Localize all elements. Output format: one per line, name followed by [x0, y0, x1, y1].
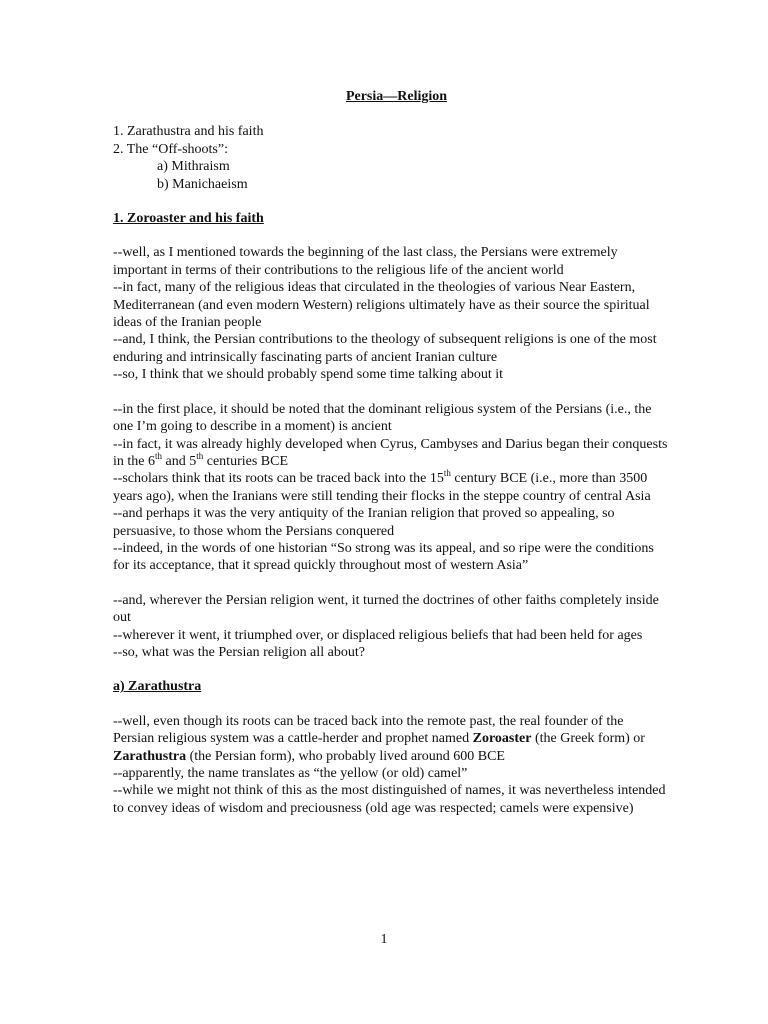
- outline-subitem-b: b) Manichaeism: [157, 176, 248, 192]
- outline: [113, 123, 668, 193]
- section-heading-zoroaster: 1. Zoroaster and his faith: [113, 211, 264, 227]
- superscript: th: [155, 450, 163, 461]
- text-run: --well, even though its roots can be traced back into the remote past, the real founder of the Persian religious system was a cattle-herder and prophet named: [113, 713, 624, 747]
- paragraph-antiquity: [113, 401, 668, 575]
- text-line: --so, I think that we should probably spend some time talking about it: [113, 367, 503, 383]
- superscript: th: [196, 450, 204, 461]
- paragraph-founder: [113, 713, 668, 817]
- paragraph-contributions: [113, 244, 668, 383]
- text-line: --and, wherever the Persian religion went, it turned the doctrines of other faiths completely inside out: [113, 592, 659, 626]
- text-line: --well, as I mentioned towards the beginning of the last class, the Persians were extremely important in terms of their contributions to the religious life of the ancient world: [113, 245, 618, 278]
- text-line: --so, what was the Persian religion all about?: [113, 644, 365, 660]
- text-line: --while we might not think of this as the most distinguished of names, it was nevertheless intended to convey ideas of wisdom and preciousness (old age was respected; camels were expensive): [113, 783, 666, 816]
- outline-item-2: 2. The “Off-shoots”:: [113, 141, 228, 157]
- text-run: century BCE (i.e., more than 3500 years ago), when the Iranians were still tending their flocks in the steppe country of central Asia: [113, 471, 651, 504]
- text-run: and 5: [162, 453, 197, 469]
- text-line: [113, 470, 668, 505]
- text-run: centuries BCE: [203, 453, 289, 469]
- bold-term: Zarathustra: [113, 748, 187, 764]
- paragraph-spread: [113, 592, 668, 662]
- bold-term: Zoroaster: [472, 731, 532, 747]
- text-line: --and, I think, the Persian contributions to the theology of subsequent religions is one of the most enduring and intrinsically fascinating parts of ancient Iranian culture: [113, 332, 657, 365]
- page-number: 1: [380, 932, 388, 947]
- outline-subitem-a: a) Mithraism: [157, 159, 230, 175]
- text-run: --scholars think that its roots can be traced back into the 15: [113, 471, 444, 487]
- superscript: th: [443, 468, 451, 479]
- text-line: --and perhaps it was the very antiquity of the Iranian religion that proved so appealing, so persuasive, to those whom the Persians conquered: [113, 506, 615, 539]
- text-line: --wherever it went, it triumphed over, or displaced religious beliefs that had been held for ages: [113, 627, 643, 643]
- text-line: --in fact, many of the religious ideas that circulated in the theologies of various Near Eastern, Mediterranean (and even modern Western) religions ultimately have as their source the spiritual ideas of the Iranian people: [113, 280, 650, 331]
- text-line: --apparently, the name translates as “the yellow (or old) camel”: [113, 766, 468, 781]
- text-line: --in the first place, it should be noted that the dominant religious system of the Persians (i.e., the one I’m going to describe in a moment) is ancient: [113, 401, 652, 435]
- section-heading-zarathustra: a) Zarathustra: [113, 679, 202, 695]
- text-run: --in fact, it was already highly developed when Cyrus, Cambyses and Darius began their conquests in the 6: [113, 436, 668, 469]
- text-run: (the Greek form) or: [531, 731, 645, 747]
- text-line: --indeed, in the words of one historian “So strong was its appeal, and so ripe were the conditions for its acceptance, that it spread quickly throughout most of western Asia”: [113, 540, 654, 574]
- text-run: (the Persian form), who probably lived around 600 BCE: [186, 748, 505, 764]
- text-line: [113, 713, 668, 765]
- text-line: [113, 436, 668, 471]
- outline-item-1: 1. Zarathustra and his faith: [113, 124, 264, 140]
- document-title: Persia—Religion: [345, 89, 448, 104]
